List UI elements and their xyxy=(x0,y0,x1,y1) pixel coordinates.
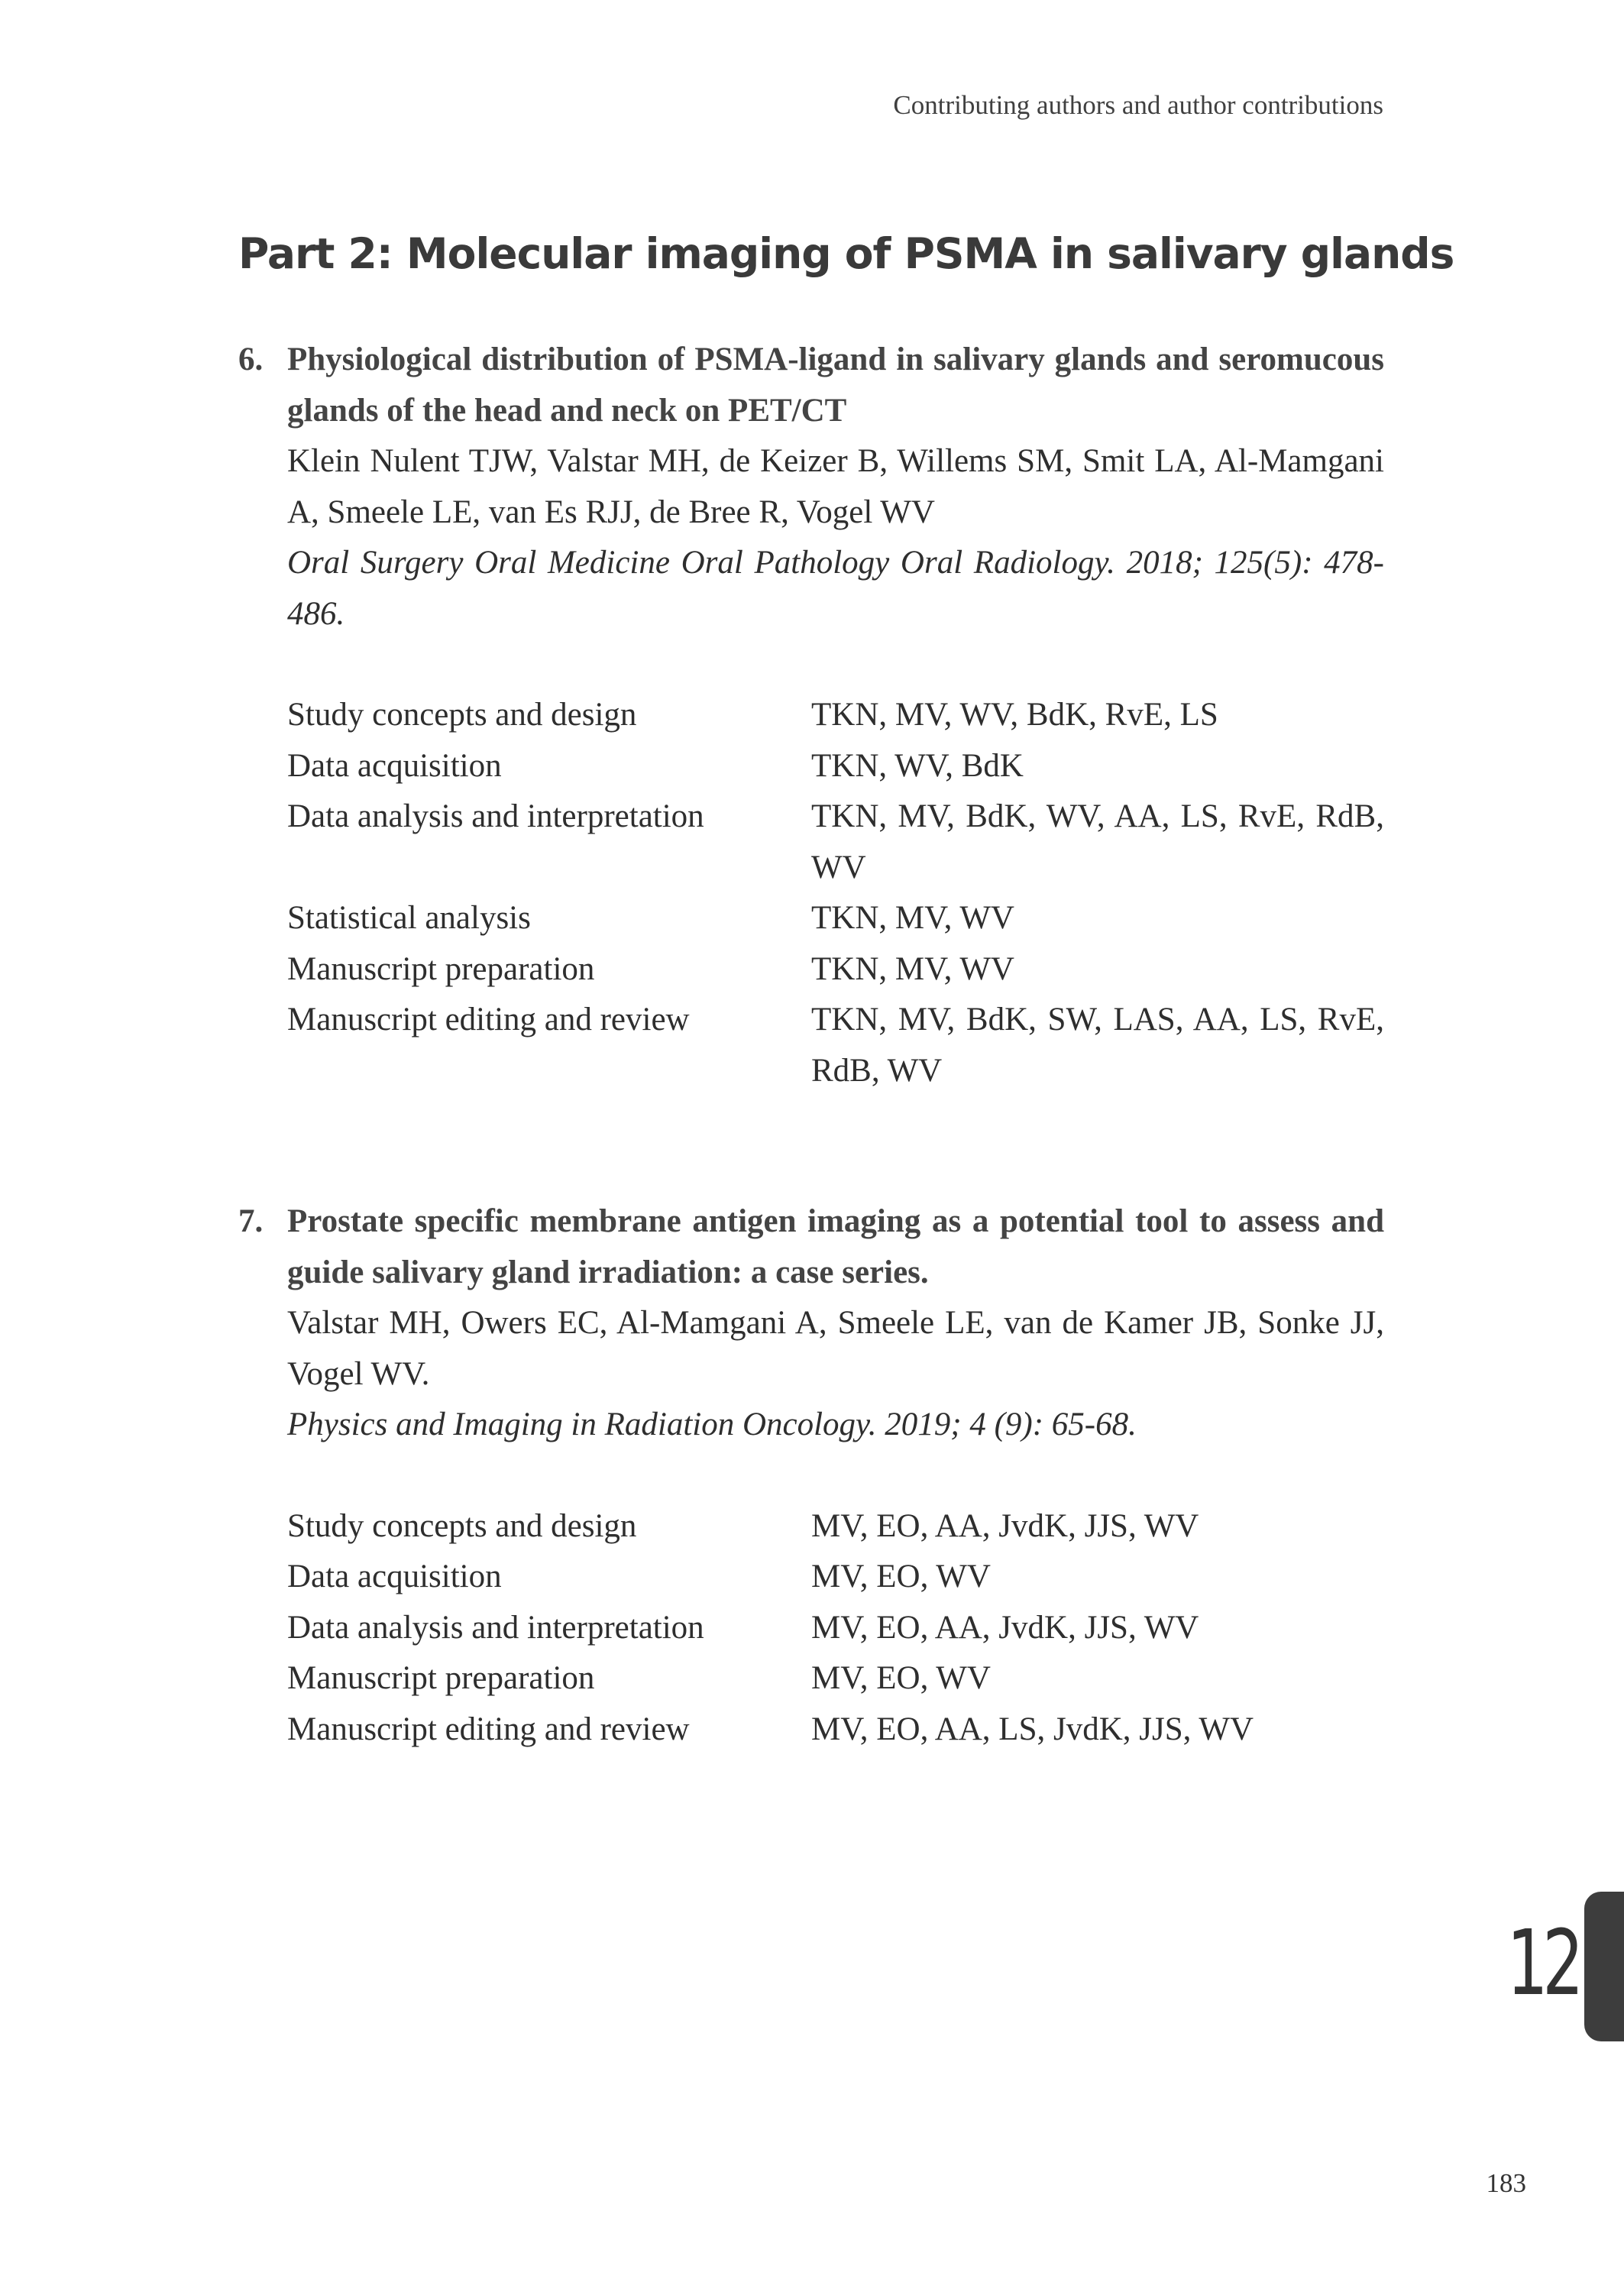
contribution-authors: MV, EO, AA, JvdK, JJS, WV xyxy=(811,1609,1199,1646)
part-heading: Part 2: Molecular imaging of PSMA in salivary glands xyxy=(238,229,1454,278)
contribution-authors: TKN, WV, BdK xyxy=(811,747,1024,784)
contribution-role: Data analysis and interpretation xyxy=(287,798,704,834)
contribution-row xyxy=(287,1501,1384,1552)
contribution-row xyxy=(287,1603,1384,1654)
chapter-tab xyxy=(1584,1892,1624,2041)
page-number: 183 xyxy=(1486,2168,1526,2198)
contribution-role: Manuscript preparation xyxy=(287,950,595,987)
chapter-number: 12 xyxy=(1506,1910,1578,2015)
publication-entry-6 xyxy=(238,335,1384,1096)
contribution-role: Study concepts and design xyxy=(287,1507,637,1544)
contribution-role: Manuscript editing and review xyxy=(287,1002,690,1038)
contribution-role: Statistical analysis xyxy=(287,900,531,936)
entry-body xyxy=(287,335,1384,639)
contribution-role: Data acquisition xyxy=(287,747,502,784)
contribution-table xyxy=(287,1501,1384,1756)
contribution-row xyxy=(287,995,1384,1096)
contribution-row xyxy=(287,690,1384,741)
entry-authors: Klein Nulent TJW, Valstar MH, de Keizer B, Willems SM, Smit LA, Al-Mamgani A, Smeele LE, van Es RJJ, de Bree R, Vogel WV xyxy=(287,443,1384,530)
running-head: Contributing authors and author contributions xyxy=(893,90,1383,120)
publication-entry-7 xyxy=(238,1196,1384,1755)
contribution-authors: TKN, MV, WV xyxy=(811,900,1014,936)
entry-title: Prostate specific membrane antigen imaging as a potential tool to assess and guide salivary gland irradiation: a case series. xyxy=(287,1203,1384,1290)
entry-journal: Physics and Imaging in Radiation Oncology. 2019; 4 (9): 65-68. xyxy=(287,1407,1137,1442)
contribution-role: Study concepts and design xyxy=(287,697,637,733)
contribution-role: Manuscript preparation xyxy=(287,1660,595,1696)
contribution-row xyxy=(287,741,1384,792)
contribution-authors: MV, EO, WV xyxy=(811,1660,991,1696)
contribution-row xyxy=(287,792,1384,893)
contribution-row xyxy=(287,1704,1384,1756)
contribution-authors: TKN, MV, WV, BdK, RvE, LS xyxy=(811,697,1218,733)
contribution-authors: MV, EO, AA, JvdK, JJS, WV xyxy=(811,1507,1199,1544)
entry-body xyxy=(287,1196,1384,1451)
entry-number: 7. xyxy=(238,1203,264,1239)
entry-journal: Oral Surgery Oral Medicine Oral Pathology Oral Radiology. 2018; 125(5): 478-486. xyxy=(287,545,1384,632)
entry-authors: Valstar MH, Owers EC, Al-Mamgani A, Smeele LE, van de Kamer JB, Sonke JJ, Vogel WV. xyxy=(287,1305,1384,1392)
contribution-authors: MV, EO, WV xyxy=(811,1559,991,1594)
entry-title: Physiological distribution of PSMA-ligand in salivary glands and seromucous glands of the head and neck on PET/CT xyxy=(287,342,1384,429)
contribution-authors: TKN, MV, BdK, SW, LAS, AA, LS, RvE, RdB, WV xyxy=(811,1002,1384,1089)
contribution-role: Data analysis and interpretation xyxy=(287,1609,704,1646)
contribution-row xyxy=(287,1653,1384,1704)
contribution-row xyxy=(287,1552,1384,1603)
contribution-authors: TKN, MV, WV xyxy=(811,950,1014,987)
contribution-authors: TKN, MV, BdK, WV, AA, LS, RvE, RdB, WV xyxy=(811,798,1384,885)
contribution-row xyxy=(287,944,1384,995)
contribution-role: Manuscript editing and review xyxy=(287,1711,690,1747)
contribution-role: Data acquisition xyxy=(287,1559,502,1594)
contribution-table xyxy=(287,690,1384,1096)
entry-number: 6. xyxy=(238,342,264,377)
contribution-row xyxy=(287,893,1384,944)
contribution-authors: MV, EO, AA, LS, JvdK, JJS, WV xyxy=(811,1711,1254,1747)
